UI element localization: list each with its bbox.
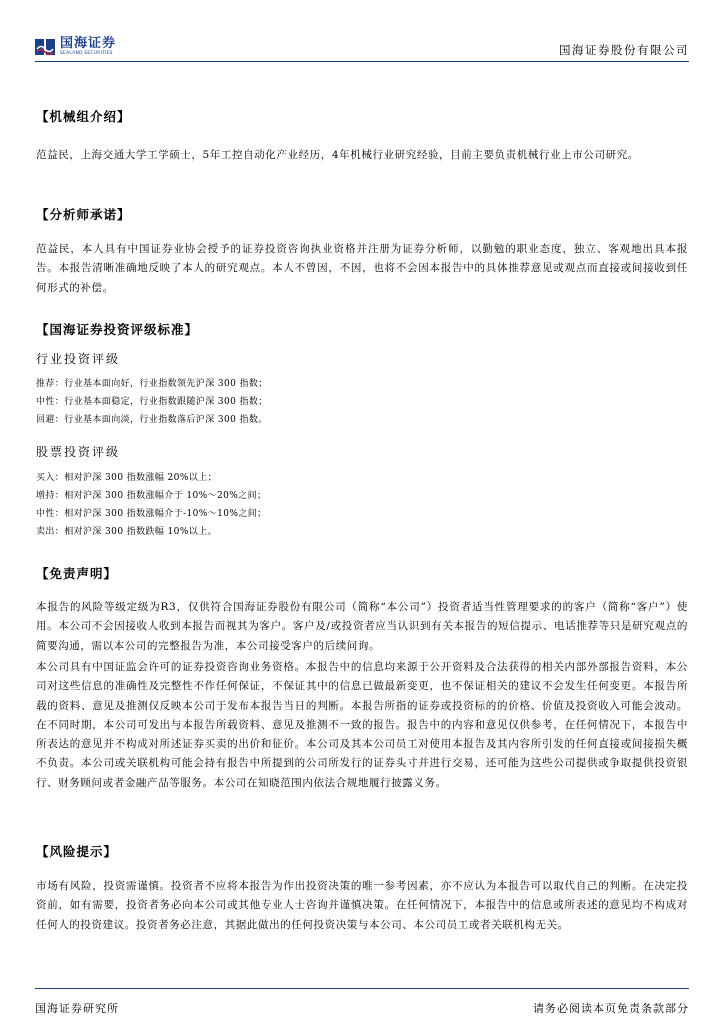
section-title-disclaimer: 【免责声明】 bbox=[36, 566, 118, 581]
section-title-team: 【机械组介绍】 bbox=[36, 109, 131, 124]
list-item: 卖出：相对沪深 300 指数跌幅 10%以上。 bbox=[36, 527, 217, 537]
disclaimer-paragraph-1: 本报告的风险等级定级为R3，仅供符合国海证券股份有限公司（简称“本公司”）投资者适当性管理要求的的客户（简称“客户”）使用。本公司不会因接收人收到本报告而视其为客户。客户及/或投资者应当认识到有关本报告的短信提示、电话推荐等只是研究观点的简要沟通，需以本公司的完整报告为准，本公司接受客户的后续问询。 bbox=[36, 601, 688, 652]
industry-rating-title: 行业投资评级 bbox=[36, 352, 121, 366]
stock-rating-title: 股票投资评级 bbox=[36, 445, 121, 459]
list-item: 回避：行业基本面向淡，行业指数落后沪深 300 指数。 bbox=[36, 415, 268, 425]
stock-rating-list bbox=[36, 469, 436, 541]
footer-disclaimer-note: 请务必阅读本页免责条款部分 bbox=[533, 1002, 689, 1015]
header-divider bbox=[35, 61, 689, 62]
list-item: 推荐：行业基本面向好，行业指数领先沪深 300 指数； bbox=[36, 379, 268, 389]
disclaimer-paragraph-2: 本公司具有中国证监会许可的证券投资咨询业务资格。本报告中的信息均来源于公开资料及合法获得的相关内部外部报告资料，本公司对这些信息的准确性及完整性不作任何保证，不保证其中的信息已做最新变更，也不保证相关的建议不会发生任何变更。本报告所载的资料、意见及推测仅反映本公司于发布本报告当日的判断。本报告所指的证券或投资标的的价格、价值及投资收入可能会波动。在不同时期，本公司可发出与本报告所载资料、意见及推测不一致的报告。报告中的内容和意见仅供参考，在任何情况下，本报告中所表达的意见并不构成对所述证券买卖的出价和征价。本公司及其本公司员工对使用本报告及其内容所引发的任何直接或间接损失概不负责。本公司或关联机构可能会持有报告中所提到的公司所发行的证券头寸并进行交易，还可能为这些公司提供或争取提供投资银行、财务顾问或者金融产品等服务。本公司在知晓范围内依法合规地履行披露义务。 bbox=[36, 661, 688, 789]
list-item: 中性：行业基本面稳定，行业指数跟随沪深 300 指数； bbox=[36, 397, 268, 407]
list-item: 增持：相对沪深 300 指数涨幅介于 10%～20%之间； bbox=[36, 491, 267, 501]
analyst-paragraph: 范益民，本人具有中国证券业协会授予的证券投资咨询执业资格并注册为证券分析师，以勤勉的职业态度，独立、客观地出具本报告。本报告清晰准确地反映了本人的研究观点。本人不曾因，不因，也将不会因本报告中的具体推荐意见或观点而直接或间接收到任何形式的补偿。 bbox=[36, 243, 688, 294]
risk-paragraph: 市场有风险，投资需谨慎。投资者不应将本报告为作出投资决策的唯一参考因素，亦不应认为本报告可以取代自己的判断。在决定投资前，如有需要，投资者务必向本公司或其他专业人士咨询并谨慎决策。在任何情况下，本报告中的信息或所表述的意见均不构成对任何人的投资建议。投资者务必注意，其据此做出的任何投资决策与本公司、本公司员工或者关联机构无关。 bbox=[36, 880, 688, 931]
list-item: 中性：相对沪深 300 指数涨幅介于-10%～10%之间； bbox=[36, 509, 267, 519]
section-title-rating: 【国海证券投资评级标准】 bbox=[36, 322, 199, 337]
footer-institute: 国海证券研究所 bbox=[35, 1002, 119, 1015]
industry-rating-list bbox=[36, 375, 436, 429]
section-title-risk: 【风险提示】 bbox=[36, 844, 118, 859]
logo-chinese-name: 国海证券 bbox=[60, 36, 117, 51]
footer-divider bbox=[35, 988, 689, 989]
team-paragraph: 范益民，上海交通大学工学硕士，5年工控自动化产业经历，4年机械行业研究经验，目前主要负责机械行业上市公司研究。 bbox=[36, 149, 639, 161]
sealand-logo-icon bbox=[35, 37, 55, 57]
list-item: 买入：相对沪深 300 指数涨幅 20%以上； bbox=[36, 473, 217, 483]
company-logo bbox=[35, 34, 116, 60]
header-company-name: 国海证券股份有限公司 bbox=[559, 43, 689, 57]
logo-english-name: SEALAND SECURITIES bbox=[60, 51, 113, 56]
section-title-analyst: 【分析师承诺】 bbox=[36, 207, 131, 222]
